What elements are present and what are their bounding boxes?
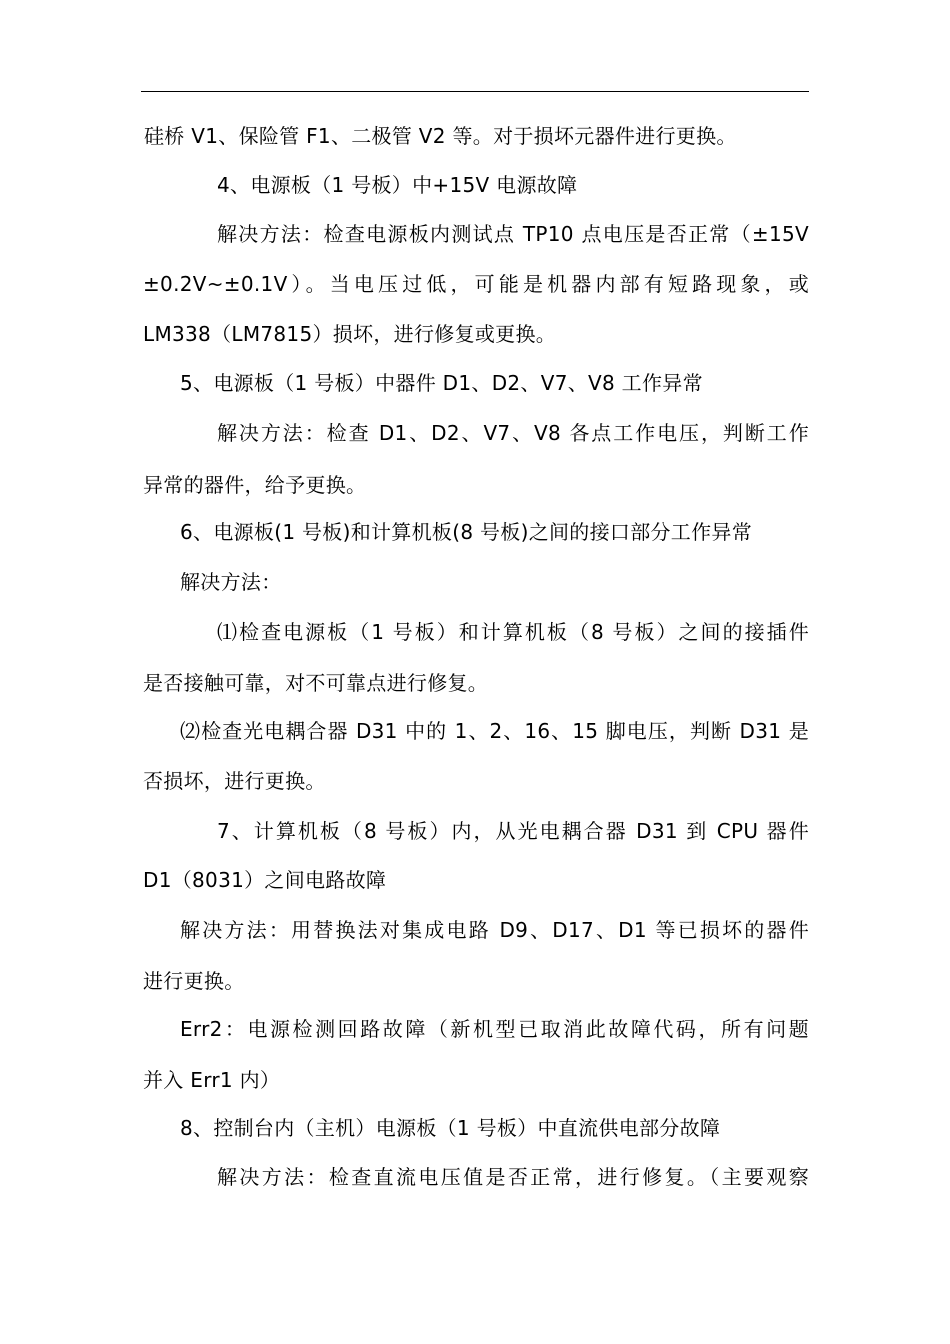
- text-line-18: 进行更换。: [143, 969, 245, 993]
- heading-item-5: 5、电源板（1 号板）中器件 D1、D2、V7、V8 工作异常: [180, 371, 703, 395]
- text-line-7: 解决方法：检查 D1、D2、V7、V8 各点工作电压，判断工作: [217, 421, 809, 445]
- text-line-8: 异常的器件，给予更换。: [143, 473, 367, 497]
- heading-item-4: 4、电源板（1 号板）中+15V 电源故障: [217, 173, 578, 197]
- text-line-11: ⑴检查电源板（1 号板）和计算机板（8 号板）之间的接插件: [217, 620, 809, 644]
- header-rule: [141, 91, 809, 92]
- heading-item-8: 8、控制台内（主机）电源板（1 号板）中直流供电部分故障: [180, 1116, 721, 1140]
- text-line-19: Err2：电源检测回路故障（新机型已取消此故障代码，所有问题: [180, 1017, 809, 1041]
- heading-item-7: 7、计算机板（8 号板）内，从光电耦合器 D31 到 CPU 器件: [217, 819, 809, 843]
- text-line-10: 解决方法：: [180, 570, 282, 594]
- text-line-12: 是否接触可靠，对不可靠点进行修复。: [143, 671, 489, 695]
- text-line-4: ±0.2V~±0.1V）。当电压过低，可能是机器内部有短路现象，或: [143, 272, 809, 296]
- text-line-3: 解决方法：检查电源板内测试点 TP10 点电压是否正常（±15V: [217, 222, 809, 246]
- text-line-22: 解决方法：检查直流电压值是否正常，进行修复。（主要观察: [217, 1165, 809, 1189]
- heading-item-6: 6、电源板(1 号板)和计算机板(8 号板)之间的接口部分工作异常: [180, 520, 752, 544]
- text-line-17: 解决方法：用替换法对集成电路 D9、D17、D1 等已损坏的器件: [180, 918, 809, 942]
- text-line-14: 否损坏，进行更换。: [143, 769, 326, 793]
- text-line-16: D1（8031）之间电路故障: [143, 868, 387, 892]
- text-line-20: 并入 Err1 内）: [143, 1068, 281, 1092]
- text-line-5: LM338（LM7815）损坏，进行修复或更换。: [143, 322, 557, 346]
- text-line-13: ⑵检查光电耦合器 D31 中的 1、2、16、15 脚电压，判断 D31 是: [180, 719, 809, 743]
- text-line-1: 硅桥 V1、保险管 F1、二极管 V2 等。对于损坏元器件进行更换。: [144, 124, 737, 148]
